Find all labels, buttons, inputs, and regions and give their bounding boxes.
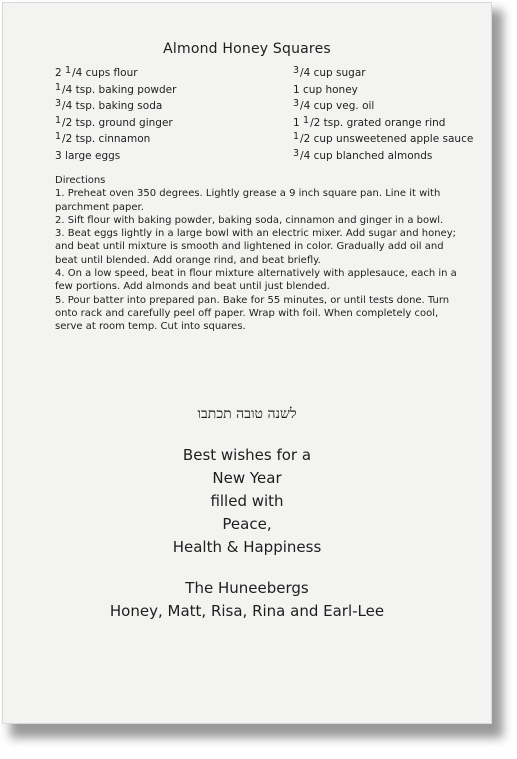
hebrew-greeting: לשנה טובה תכתבו (197, 406, 297, 422)
direction-step: 1. Preheat oven 350 degrees. Lightly grease a 9 inch square pan. Line it with parchment paper. (55, 188, 441, 213)
ingredient: 1 $^1$/2 tsp. grated orange rind (293, 114, 446, 129)
ingredient: $^1$/2 cup unsweetened apple sauce (293, 131, 474, 146)
signature-family: The Huneebergs (185, 579, 309, 597)
ingredient: 3 large eggs (55, 149, 121, 162)
spacer (3, 559, 491, 577)
ingredients-right-column (293, 65, 473, 165)
greeting-line: Health & Happiness (172, 538, 322, 556)
greeting-line: filled with (210, 492, 284, 510)
ingredient: 2 $^1$/4 cups flour (55, 65, 138, 79)
direction-step: 2. Sift flour with baking powder, baking soda, cinnamon and ginger in a bowl. (55, 214, 444, 226)
direction-step: 3. Beat eggs lightly in a large bowl with an electric mixer. Add sugar and honey; and beat until mixture is smooth and lightened in color. Gradually add oil and beat until blended. Add orange rind, and beat briefly. (55, 228, 456, 266)
ingredient: $^1$/4 tsp. baking powder (55, 81, 177, 96)
ingredients-left-column (55, 65, 176, 165)
ingredient: $^3$/4 tsp. baking soda (55, 98, 163, 113)
direction-step: 5. Pour batter into prepared pan. Bake for 55 minutes, or until tests done. Turn onto rack and carefully peel off paper. Wrap with foil. When completely cool, serve at room temp. Cut into squares. (55, 294, 450, 333)
signature-names: Honey, Matt, Risa, Rina and Earl-Lee (109, 602, 385, 620)
greeting-line: Best wishes for a (182, 446, 312, 464)
recipe-card (2, 2, 492, 724)
directions-heading: Directions (55, 175, 106, 186)
greeting-block (3, 403, 491, 623)
directions-section (55, 174, 465, 334)
ingredient: $^1$/2 tsp. ground ginger (55, 114, 173, 129)
recipe-title: Almond Honey Squares (163, 41, 331, 57)
ingredient: $^3$/4 cup veg. oil (293, 98, 375, 113)
direction-step: 4. On a low speed, beat in flour mixture alternatively with applesauce, each in a few portions. Add almonds and beat until just blended. (55, 268, 457, 293)
ingredient: 1 cup honey (293, 83, 358, 96)
ingredient: $^3$/4 cup blanched almonds (293, 147, 433, 162)
greeting-line: Peace, (222, 515, 272, 533)
ingredient: $^3$/4 cup sugar (293, 65, 366, 79)
ingredient: $^1$/2 tsp. cinnamon (55, 131, 151, 146)
greeting-line: New Year (212, 469, 282, 487)
